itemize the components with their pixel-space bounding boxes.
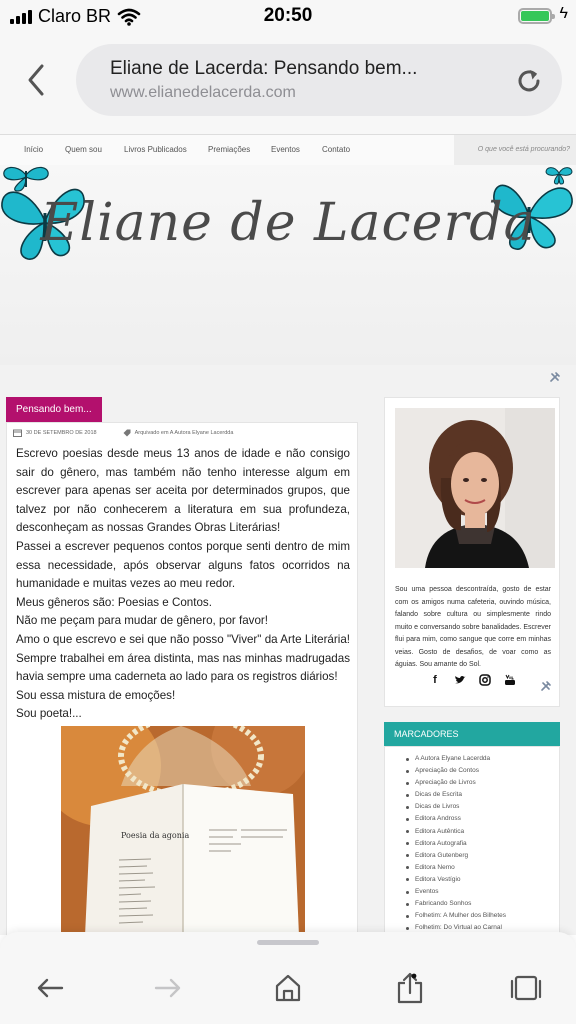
tools-icon[interactable] bbox=[540, 680, 552, 692]
post-date: 30 DE SETEMBRO DE 2018 bbox=[26, 430, 97, 436]
youtube-icon[interactable] bbox=[504, 674, 516, 686]
nav-item-inicio[interactable]: Início bbox=[24, 145, 44, 154]
markers-list bbox=[384, 746, 560, 935]
nav-item-eventos[interactable]: Eventos bbox=[271, 145, 300, 154]
marker-link[interactable]: A Autora Elyane Lacerdda bbox=[415, 753, 559, 765]
arrow-right-icon bbox=[153, 976, 183, 1000]
search-input[interactable]: O que você está procurando? bbox=[454, 135, 576, 165]
nav-item-livros[interactable]: Livros Publicados bbox=[124, 145, 187, 154]
browser-header bbox=[0, 34, 576, 135]
tag-icon bbox=[123, 429, 131, 437]
markers-header: MARCADORES bbox=[384, 722, 560, 746]
marker-link[interactable]: Folhetim: A Mulher dos Bilhetes bbox=[415, 910, 559, 922]
post-archived-label[interactable]: Arquivado em A Autora Elyane Lacerdda bbox=[134, 430, 234, 436]
instagram-icon[interactable] bbox=[479, 674, 491, 686]
marker-link[interactable]: Eventos bbox=[415, 886, 559, 898]
marker-link[interactable]: Editora Nemo bbox=[415, 862, 559, 874]
nav-item-quem-sou[interactable]: Quem sou bbox=[65, 145, 102, 154]
marker-link[interactable]: Editora Vestígio bbox=[415, 874, 559, 886]
post-paragraph: Meus gêneros são: Poesias e Contos. bbox=[16, 595, 212, 609]
clock: 20:50 bbox=[263, 5, 313, 26]
page-title: Eliane de Lacerda: Pensando bem... bbox=[110, 58, 418, 79]
site-nav bbox=[0, 135, 576, 166]
marker-link[interactable]: Dicas de Escrita bbox=[415, 789, 559, 801]
site-banner bbox=[0, 165, 576, 365]
marker-link[interactable]: Dicas de Livros bbox=[415, 801, 559, 813]
post-paragraph: Sou essa mistura de emoções! bbox=[16, 688, 176, 702]
website-content bbox=[0, 135, 576, 935]
social-links bbox=[429, 674, 516, 686]
author-photo bbox=[395, 408, 555, 568]
nav-item-premiacoes[interactable]: Premiações bbox=[208, 145, 251, 154]
book-page-title: Poesia da agonia bbox=[121, 831, 190, 840]
post-paragraph: Sou poeta!... bbox=[16, 707, 82, 721]
post-column bbox=[6, 397, 358, 935]
charging-icon: ϟ bbox=[559, 5, 568, 22]
tools-icon[interactable] bbox=[549, 371, 561, 383]
page-domain: www.elianedelacerda.com bbox=[110, 84, 296, 101]
marker-link[interactable]: Editora Andross bbox=[415, 813, 559, 825]
post-paragraph: Não me peçam para mudar de gênero, por favor! bbox=[16, 614, 268, 628]
share-button[interactable] bbox=[390, 968, 430, 1008]
share-icon bbox=[396, 971, 424, 1005]
tabs-button[interactable] bbox=[506, 968, 546, 1008]
post-title-tab[interactable]: Pensando bem... bbox=[6, 397, 102, 422]
site-logo[interactable]: Eliane de Lacerda bbox=[40, 193, 536, 253]
battery-icon bbox=[518, 8, 552, 24]
reload-icon[interactable] bbox=[514, 66, 544, 96]
book-photo bbox=[61, 726, 305, 935]
home-icon bbox=[274, 973, 302, 1003]
nav-item-contato[interactable]: Contato bbox=[322, 145, 351, 154]
forward-button[interactable] bbox=[148, 968, 188, 1008]
sheet-grabber[interactable] bbox=[257, 940, 319, 945]
twitter-icon[interactable] bbox=[454, 674, 466, 686]
marker-link[interactable]: Editora Gutenberg bbox=[415, 850, 559, 862]
marker-link[interactable]: Fabricando Sonhos bbox=[415, 898, 559, 910]
arrow-left-icon bbox=[35, 976, 65, 1000]
marker-link[interactable]: Apreciação de Livros bbox=[415, 777, 559, 789]
profile-card bbox=[384, 397, 560, 707]
author-bio: Sou uma pessoa descontraída, gosto de estar com os amigos numa cafeteria, ouvindo música, falando sobre cultura ou simplesmente rindo muito e conversando sobre banalidades. Escrever flui para mim, como sangue que corre em minhas veias. Gosto de desafios, de voar como as águias. Sou amante do Sol. bbox=[395, 586, 551, 668]
browser-back-icon[interactable] bbox=[22, 60, 52, 100]
marker-link[interactable]: Apreciação de Contos bbox=[415, 765, 559, 777]
post-body bbox=[16, 445, 350, 724]
tabs-icon bbox=[510, 973, 542, 1003]
status-bar bbox=[0, 0, 576, 34]
marker-link[interactable]: Folhetim: Do Virtual ao Carnal bbox=[415, 922, 559, 934]
post-card bbox=[6, 422, 358, 935]
facebook-icon[interactable]: f bbox=[433, 674, 437, 686]
back-button[interactable] bbox=[30, 968, 70, 1008]
calendar-icon bbox=[13, 429, 22, 437]
home-button[interactable] bbox=[268, 968, 308, 1008]
carrier-label: Claro BR bbox=[38, 6, 112, 26]
marker-link[interactable]: Editora Autografia bbox=[415, 838, 559, 850]
post-meta bbox=[13, 429, 233, 437]
address-bar[interactable] bbox=[76, 44, 562, 116]
marker-link[interactable]: Editora Autêntica bbox=[415, 826, 559, 838]
post-paragraph: Amo o que escrevo e sei que não posso "Viver" da Arte Literária! Sempre trabalhei em área distinta, mas nas minhas madrugadas havia sempre uma caderneta ao lado para os registros diários! bbox=[16, 632, 350, 684]
post-category bbox=[123, 429, 234, 437]
browser-toolbar bbox=[0, 932, 576, 1024]
post-paragraph: Passei a escrever pequenos contos porque senti dentro de mim essa necessidade, após observar alguns fatos ocorridos na humanidade e muitas vezes ao meu redor. bbox=[16, 539, 350, 591]
post-paragraph: Escrevo poesias desde meus 13 anos de idade e não consigo sair do gênero, mas também não tenho interesse algum em escrever para apenas ser aceita por determinados grupos, que talvez por não conhecerem a literatura em sua profundeza, desconheçam as nossas Grandes Obras Literárias! bbox=[16, 447, 350, 535]
